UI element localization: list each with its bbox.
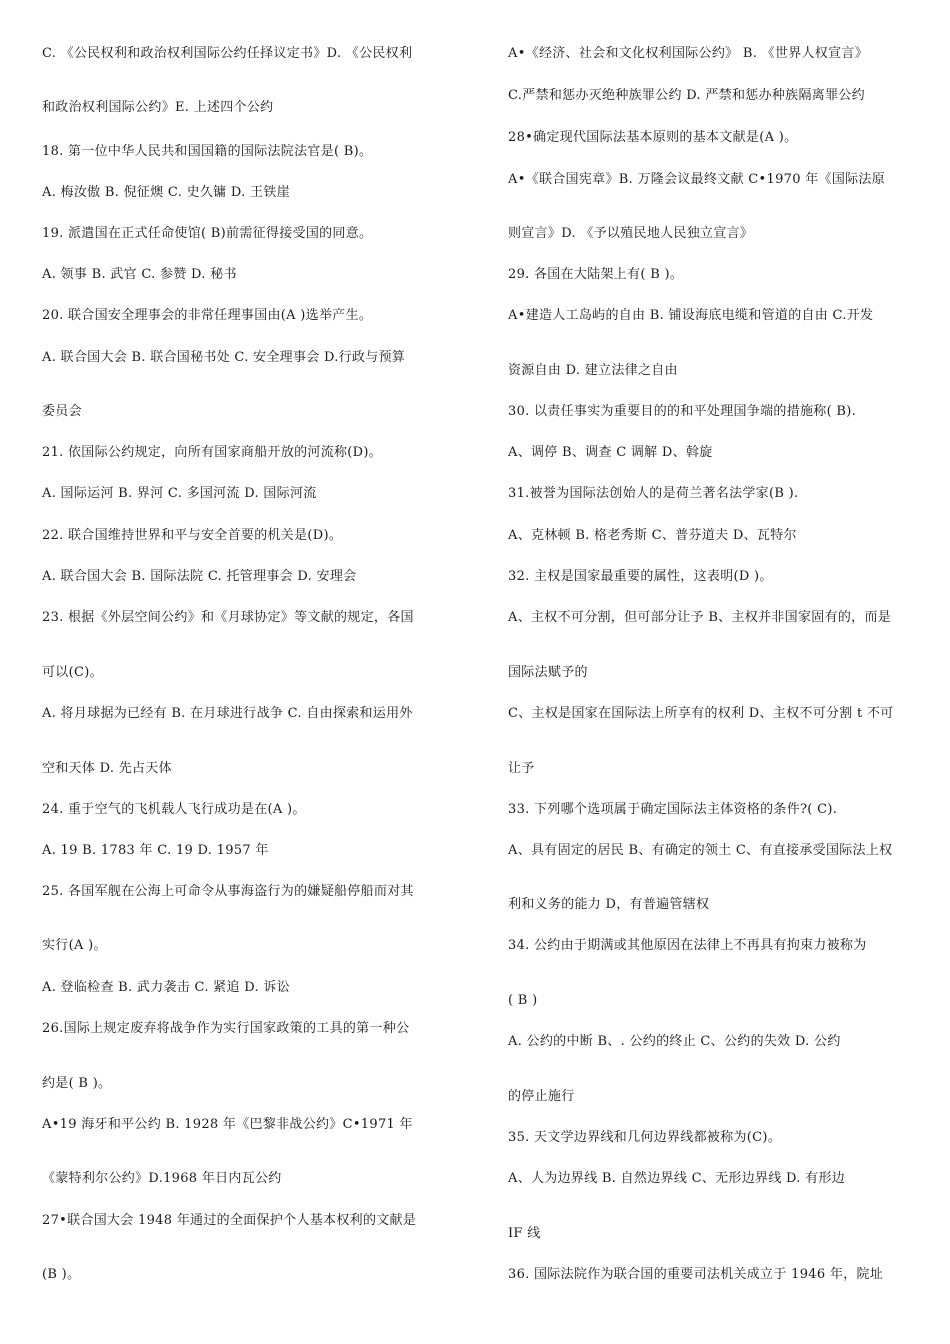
text-line: A•建造人工岛屿的自由 B. 铺设海底电缆和管道的自由 C.开发: [508, 308, 874, 323]
text-line: A•《联合国宪章》B. 万隆会议最终文献 C•1970 年《国际法原: [508, 172, 886, 187]
text-line: 35. 天文学边界线和几何边界线都被称为(C)。: [508, 1130, 782, 1145]
text-line: 22. 联合国维持世界和平与安全首要的机关是(D)。: [42, 528, 343, 543]
text-line: (B )。: [42, 1267, 81, 1282]
text-line: A. 联合国大会 B. 联合国秘书处 C. 安全理事会 D.行政与预算: [42, 350, 406, 365]
text-line: 19. 派遣国在正式任命使馆( B)前需征得接受国的同意。: [42, 226, 373, 241]
text-line: 25. 各国军舰在公海上可命令从事海盗行为的嫌疑船停船而对其: [42, 884, 414, 899]
text-line: IF 线: [508, 1226, 541, 1241]
text-line: C. 《公民权利和政治权利国际公约任择议定书》D. 《公民权利: [42, 46, 413, 61]
text-line: 23. 根据《外层空间公约》和《月球协定》等文献的规定，各国: [42, 610, 414, 625]
text-line: 委员会: [42, 404, 82, 419]
text-line: C.严禁和惩办灭绝种族罪公约 D. 严禁和惩办种族隔离罪公约: [508, 88, 865, 103]
text-line: A. 登临检查 B. 武力袭击 C. 紧追 D. 诉讼: [42, 980, 290, 995]
text-line: 和政治权利国际公约》E. 上述四个公约: [42, 100, 274, 115]
text-line: A、具有固定的居民 B、有确定的领土 C、有直接承受国际法上权: [508, 843, 893, 858]
text-line: 20. 联合国安全理事会的非常任理事国由(A )选举产生。: [42, 308, 373, 323]
text-line: 24. 重于空气的飞机载人飞行成功是在(A )。: [42, 802, 306, 817]
text-line: 33. 下列哪个选项属于确定国际法主体资格的条件?( C).: [508, 802, 838, 817]
text-line: C、主权是国家在国际法上所享有的权利 D、主权不可分割 t 不可: [508, 706, 894, 721]
text-line: 27•联合国大会 1948 年通过的全面保护个人基本权利的文献是: [42, 1213, 417, 1228]
text-line: A、克林顿 B. 格老秀斯 C、普芬道夫 D、瓦特尔: [508, 528, 797, 543]
text-line: 则宣言》D. 《予以殖民地人民独立宣言》: [508, 226, 754, 241]
text-line: 26.国际上规定废弃将战争作为实行国家政策的工具的第一种公: [42, 1021, 410, 1036]
text-line: 29. 各国在大陆架上有( B )。: [508, 267, 684, 282]
text-line: 的停止施行: [508, 1089, 575, 1104]
text-line: A. 领事 B. 武官 C. 参赞 D. 秘书: [42, 267, 237, 282]
text-line: 30. 以责任事实为重要目的的和平处理国争端的措施称( B).: [508, 404, 857, 419]
text-line: 约是( B )。: [42, 1076, 112, 1091]
text-line: A. 联合国大会 B. 国际法院 C. 托管理事会 D. 安理会: [42, 569, 357, 584]
text-line: A•19 海牙和平公约 B. 1928 年《巴黎非战公约》C•1971 年: [42, 1117, 413, 1132]
text-line: 32. 主权是国家最重要的属性，这表明(D )。: [508, 569, 773, 584]
text-line: A. 公约的中断 B、. 公约的终止 C、公约的失效 D. 公约: [508, 1034, 841, 1049]
text-line: 可以(C)。: [42, 665, 103, 680]
text-line: A•《经济、社会和文化权利国际公约》 B. 《世界人权宣言》: [508, 46, 869, 61]
text-line: 实行(A )。: [42, 938, 107, 953]
text-line: A、调停 B、调查 C 调解 D、斡旋: [508, 445, 713, 460]
text-line: 34. 公约由于期满或其他原因在法律上不再具有拘束力被称为: [508, 938, 867, 953]
text-line: 利和义务的能力 D，有普遍管辖权: [508, 897, 710, 912]
text-line: 国际法赋予的: [508, 665, 588, 680]
text-line: A. 梅汝傲 B. 倪征燠 C. 史久镛 D. 王铁崖: [42, 185, 290, 200]
text-line: 《蒙特利尔公约》D.1968 年日内瓦公约: [42, 1171, 282, 1186]
text-line: A. 将月球据为已经有 B. 在月球进行战争 C. 自由探索和运用外: [42, 706, 413, 721]
text-line: 21. 依国际公约规定，向所有国家商船开放的河流称(D)。: [42, 445, 383, 460]
text-line: 36. 国际法院作为联合国的重要司法机关成立于 1946 年，院址: [508, 1267, 884, 1282]
text-line: 28•确定现代国际法基本原则的基本文献是(A )。: [508, 130, 798, 145]
text-line: 31.被誉为国际法创始人的是荷兰著名法学家(B ).: [508, 486, 799, 501]
text-line: A、人为边界线 B. 自然边界线 C、无形边界线 D. 有形边: [508, 1171, 846, 1186]
text-line: A、主权不可分割，但可部分让予 B、主权并非国家固有的，而是: [508, 610, 892, 625]
text-line: 空和天体 D. 先占天体: [42, 761, 172, 776]
text-line: 资源自由 D. 建立法律之自由: [508, 363, 678, 378]
text-line: A. 国际运河 B. 界河 C. 多国河流 D. 国际河流: [42, 486, 317, 501]
text-line: ( B ): [508, 993, 538, 1008]
text-line: 18. 第一位中华人民共和国国籍的国际法院法官是( B)。: [42, 144, 373, 159]
text-line: A. 19 B. 1783 年 C. 19 D. 1957 年: [42, 843, 269, 858]
text-line: 让予: [508, 761, 535, 776]
